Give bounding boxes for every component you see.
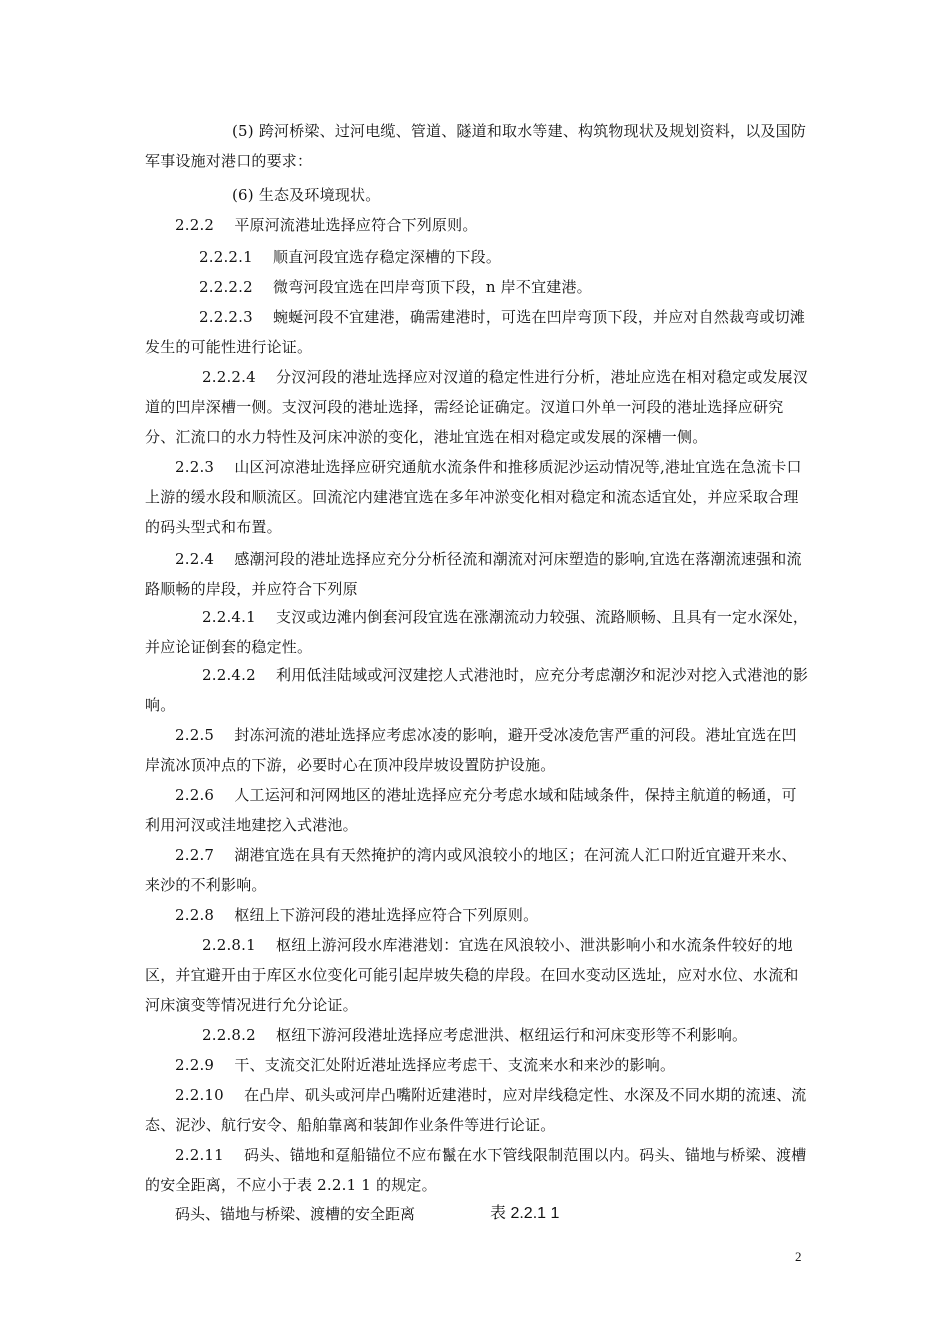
paragraph-2-2-2-1: 2.2.2.1 顺直河段宜选存稳定深槽的下段。: [199, 248, 502, 266]
paragraph-2-2-4-1: 2.2.4.1 支汊或边滩内倒套河段宜选在涨潮流动力较强、流路顺畅、且具有一定水深处，并应论证倒套的稳定性。: [145, 608, 809, 656]
paragraph-2-2-6: 2.2.6 人工运河和河网地区的港址选择应充分考虑水域和陆域条件，保持主航道的畅通，可利用河汊或洼地建挖入式港池。: [145, 786, 797, 834]
paragraph-2-2-10: 2.2.10 在凸岸、矶头或河岸凸嘴附近建港时，应对岸线稳定性、水深及不同水期的流速、流态、泥沙、航行安令、船舶靠离和装卸作业条件等进行论证。: [145, 1086, 807, 1134]
paragraph-2-2-2-3: 2.2.2.3 蜿蜒河段不宜建港，确需建港时，可选在凹岸弯顶下段，并应对自然裁弯或切滩发生的可能性进行论证。: [145, 308, 806, 356]
table-caption: [175, 1199, 560, 1229]
paragraph-2-2-9: 2.2.9 干、支流交汇处附近港址选择应考虑干、支流来水和来沙的影响。: [175, 1056, 676, 1074]
paragraph-item-5: (5) 跨河桥梁、过河电缆、管道、隧道和取水等建、构筑物现状及规划资料，以及国防军事设施对港口的要求：: [145, 122, 807, 170]
paragraph-2-2-8-1: 2.2.8.1 枢纽上游河段水库港港划：宜选在风浪较小、泄洪影响小和水流条件较好的地区，并宜避开由于库区水位变化可能引起岸坡失稳的岸段。在回水变动区选址，应对水位、水流和河床演变等情况进行允分论证。: [145, 936, 799, 1014]
table-number: 表 2.2.1 1: [490, 1205, 560, 1222]
paragraph-2-2-5: 2.2.5 封冻河流的港址选择应考虑冰凌的影响，避开受冰凌危害严重的河段。港址宜选在凹岸流冰顶冲点的下游，必要时心在顶冲段岸坡设置防护设施。: [145, 726, 797, 774]
paragraph-2-2-7: 2.2.7 湖港宜选在具有天然掩护的湾内或风浪较小的地区；在河流人汇口附近宜避开来水、来沙的不利影响。: [145, 846, 797, 894]
page-number: 2: [795, 1249, 802, 1264]
paragraph-2-2-4-2: 2.2.4.2 利用低洼陆域或河汊建挖人式港池时，应充分考虑潮汐和泥沙对挖入式港池的影响。: [145, 666, 809, 714]
paragraph-2-2-8: 2.2.8 枢纽上下游河段的港址选择应符合下列原则。: [175, 906, 539, 924]
paragraph-2-2-3: 2.2.3 山区河凉港址选择应研究通航水流条件和推移质泥沙运动情况等,港址宜选在急流卡口上游的缓水段和顺流区。回流沱内建港宜选在多年冲淤变化相对稳定和流态适宜处，并应采取合理的码头型式和布置。: [145, 458, 802, 536]
paragraph-2-2-8-2: 2.2.8.2 枢纽下游河段港址选择应考虑泄洪、枢纽运行和河床变形等不利影响。: [202, 1026, 748, 1044]
paragraph-2-2-11: 2.2.11 码头、锚地和趸船锚位不应布鬣在水下管线限制范围以内。码头、锚地与桥梁、渡槽的安全距离，不应小于表 2.2.1 1 的规定。: [145, 1146, 807, 1194]
paragraph-2-2-2-4: 2.2.2.4 分汊河段的港址选择应对汊道的稳定性进行分析，港址应选在相对稳定或发展汊道的凹岸深槽一侧。支汊河段的港址选择，需经论证确定。汊道口外单一河段的港址选择应研究分、汇流口的水力特性及河床冲淤的变化，港址宜选在相对稳定或发展的深槽一侧。: [145, 368, 809, 446]
paragraph-item-6: (6) 生态及环境现状。: [232, 186, 381, 204]
paragraph-2-2-2: 2.2.2 平原河流港址选择应符合下列原则。: [175, 216, 478, 234]
paragraph-2-2-4: 2.2.4 感潮河段的港址选择应充分分析径流和潮流对河床塑造的影响,宜选在落潮流速强和流路顺畅的岸段，并应符合下列原: [145, 550, 802, 598]
table-caption-title: 码头、锚地与桥梁、渡槽的安全距离: [175, 1205, 416, 1223]
paragraph-2-2-2-2: 2.2.2.2 微弯河段宜选在凹岸弯顶下段，n 岸不宜建港。: [199, 278, 592, 296]
